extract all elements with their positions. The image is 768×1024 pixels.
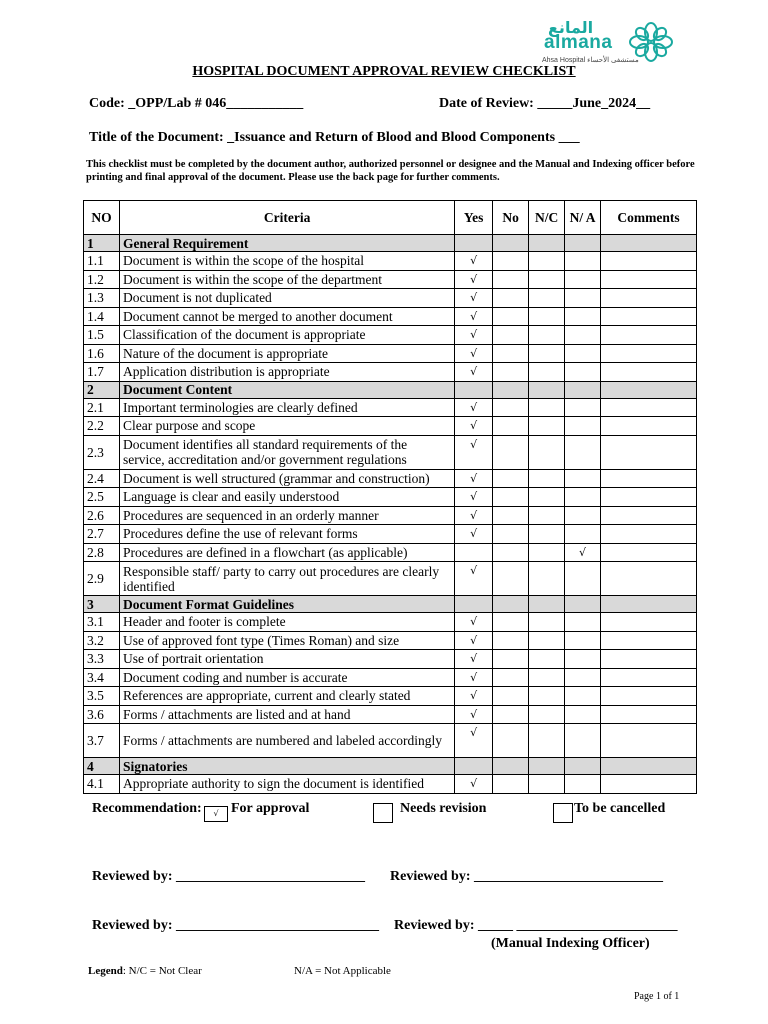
comment-cell[interactable] bbox=[601, 687, 697, 706]
check-cell-nc[interactable] bbox=[529, 543, 565, 562]
check-cell-no[interactable] bbox=[493, 398, 529, 417]
section-cell bbox=[601, 235, 697, 252]
check-cell-yes[interactable]: √ bbox=[455, 650, 493, 669]
section-cell bbox=[455, 235, 493, 252]
check-cell-yes[interactable] bbox=[455, 543, 493, 562]
check-cell-no[interactable] bbox=[493, 525, 529, 544]
comment-cell[interactable] bbox=[601, 775, 697, 794]
comment-cell[interactable] bbox=[601, 724, 697, 758]
check-cell-yes[interactable]: √ bbox=[455, 613, 493, 632]
row-criteria: Clear purpose and scope bbox=[119, 417, 454, 436]
almana-logo bbox=[540, 18, 680, 66]
check-cell-yes[interactable]: √ bbox=[455, 687, 493, 706]
table-row bbox=[84, 613, 697, 632]
check-cell-yes[interactable]: √ bbox=[455, 435, 493, 469]
row-number: 3.6 bbox=[84, 705, 120, 724]
flower-logo-icon bbox=[624, 22, 678, 62]
check-cell-yes[interactable]: √ bbox=[455, 506, 493, 525]
check-cell-nc[interactable] bbox=[529, 307, 565, 326]
check-cell-nc[interactable] bbox=[529, 525, 565, 544]
check-cell-yes[interactable]: √ bbox=[455, 562, 493, 596]
header-nc: N/C bbox=[529, 201, 565, 235]
row-criteria: Document is not duplicated bbox=[119, 289, 454, 308]
row-number: 3.2 bbox=[84, 631, 120, 650]
check-cell-no[interactable] bbox=[493, 613, 529, 632]
check-cell-no[interactable] bbox=[493, 252, 529, 271]
code-label: Code: bbox=[89, 96, 125, 111]
row-criteria: Application distribution is appropriate bbox=[119, 363, 454, 382]
logo-arabic: المانع bbox=[548, 18, 594, 37]
row-number: 1.2 bbox=[84, 270, 120, 289]
check-cell-no[interactable] bbox=[493, 363, 529, 382]
section-cell bbox=[493, 596, 529, 613]
check-cell-na[interactable] bbox=[565, 562, 601, 596]
section-title: Document Format Guidelines bbox=[119, 596, 454, 613]
section-cell bbox=[565, 235, 601, 252]
check-cell-nc[interactable] bbox=[529, 289, 565, 308]
check-cell-no[interactable] bbox=[493, 307, 529, 326]
check-cell-no[interactable] bbox=[493, 488, 529, 507]
comment-cell[interactable] bbox=[601, 525, 697, 544]
row-number: 1.5 bbox=[84, 326, 120, 345]
header-no: NO bbox=[84, 201, 120, 235]
check-cell-nc[interactable] bbox=[529, 705, 565, 724]
check-cell-nc[interactable] bbox=[529, 775, 565, 794]
header-yes: Yes bbox=[455, 201, 493, 235]
row-criteria: Appropriate authority to sign the document is identified bbox=[119, 775, 454, 794]
check-cell-no[interactable] bbox=[493, 775, 529, 794]
check-cell-no[interactable] bbox=[493, 344, 529, 363]
check-cell-yes[interactable]: √ bbox=[455, 488, 493, 507]
table-row bbox=[84, 705, 697, 724]
check-cell-nc[interactable] bbox=[529, 417, 565, 436]
section-cell bbox=[601, 381, 697, 398]
page-title: HOSPITAL DOCUMENT APPROVAL REVIEW CHECKLIST bbox=[192, 64, 576, 79]
row-number: 3.1 bbox=[84, 613, 120, 632]
comment-cell[interactable] bbox=[601, 650, 697, 669]
check-cell-nc[interactable] bbox=[529, 613, 565, 632]
section-cell bbox=[601, 596, 697, 613]
comment-cell[interactable] bbox=[601, 668, 697, 687]
header-comments: Comments bbox=[601, 201, 697, 235]
row-number: 4.1 bbox=[84, 775, 120, 794]
check-cell-no[interactable] bbox=[493, 326, 529, 345]
comment-cell[interactable] bbox=[601, 417, 697, 436]
section-cell bbox=[493, 758, 529, 775]
check-cell-yes[interactable]: √ bbox=[455, 724, 493, 758]
section-cell bbox=[455, 381, 493, 398]
check-cell-na[interactable] bbox=[565, 363, 601, 382]
row-criteria: Classification of the document is appropriate bbox=[119, 326, 454, 345]
check-cell-na[interactable] bbox=[565, 469, 601, 488]
table-row bbox=[84, 668, 697, 687]
row-criteria: References are appropriate, current and clearly stated bbox=[119, 687, 454, 706]
comment-cell[interactable] bbox=[601, 307, 697, 326]
date-label: Date of Review: bbox=[439, 96, 534, 111]
section-row bbox=[84, 596, 697, 613]
section-number: 1 bbox=[84, 235, 120, 252]
check-cell-no[interactable] bbox=[493, 668, 529, 687]
check-cell-nc[interactable] bbox=[529, 363, 565, 382]
revision-checkbox[interactable] bbox=[373, 803, 393, 823]
section-cell bbox=[455, 758, 493, 775]
section-cell bbox=[529, 235, 565, 252]
check-cell-na[interactable] bbox=[565, 613, 601, 632]
row-number: 3.5 bbox=[84, 687, 120, 706]
row-criteria: Use of portrait orientation bbox=[119, 650, 454, 669]
row-number: 2.7 bbox=[84, 525, 120, 544]
check-cell-na[interactable] bbox=[565, 398, 601, 417]
check-cell-nc[interactable] bbox=[529, 631, 565, 650]
check-cell-no[interactable] bbox=[493, 724, 529, 758]
row-number: 2.3 bbox=[84, 435, 120, 469]
section-title: Document Content bbox=[119, 381, 454, 398]
row-criteria: Nature of the document is appropriate bbox=[119, 344, 454, 363]
table-row bbox=[84, 435, 697, 469]
check-cell-nc[interactable] bbox=[529, 506, 565, 525]
check-cell-no[interactable] bbox=[493, 687, 529, 706]
check-cell-nc[interactable] bbox=[529, 326, 565, 345]
check-cell-yes[interactable]: √ bbox=[455, 363, 493, 382]
row-number: 1.3 bbox=[84, 289, 120, 308]
check-cell-no[interactable] bbox=[493, 631, 529, 650]
check-cell-yes[interactable]: √ bbox=[455, 307, 493, 326]
check-cell-na[interactable] bbox=[565, 668, 601, 687]
table-row bbox=[84, 488, 697, 507]
section-cell bbox=[493, 381, 529, 398]
check-cell-no[interactable] bbox=[493, 562, 529, 596]
check-cell-no[interactable] bbox=[493, 543, 529, 562]
approval-checkbox[interactable]: √ bbox=[204, 806, 228, 822]
table-row bbox=[84, 252, 697, 271]
check-cell-nc[interactable] bbox=[529, 668, 565, 687]
section-cell bbox=[455, 596, 493, 613]
row-criteria: Forms / attachments are listed and at hand bbox=[119, 705, 454, 724]
revision-label: Needs revision bbox=[400, 801, 487, 816]
section-title: Signatories bbox=[119, 758, 454, 775]
check-cell-no[interactable] bbox=[493, 289, 529, 308]
comment-cell[interactable] bbox=[601, 506, 697, 525]
check-cell-yes[interactable]: √ bbox=[455, 270, 493, 289]
table-row bbox=[84, 469, 697, 488]
row-number: 1.1 bbox=[84, 252, 120, 271]
header-na: N/ A bbox=[565, 201, 601, 235]
row-criteria: Procedures define the use of relevant forms bbox=[119, 525, 454, 544]
legend-nc: : N/C = Not Clear bbox=[122, 965, 202, 977]
check-cell-yes[interactable]: √ bbox=[455, 417, 493, 436]
section-cell bbox=[529, 596, 565, 613]
document-title-value: _Issuance and Return of Blood and Blood Components ___ bbox=[227, 130, 580, 145]
check-cell-yes[interactable]: √ bbox=[455, 775, 493, 794]
check-cell-nc[interactable] bbox=[529, 435, 565, 469]
table-row bbox=[84, 687, 697, 706]
check-cell-nc[interactable] bbox=[529, 562, 565, 596]
row-criteria: Document cannot be merged to another document bbox=[119, 307, 454, 326]
section-cell bbox=[529, 381, 565, 398]
reviewed-by-4[interactable]: Reviewed by: _____ _______________________ bbox=[394, 918, 678, 933]
reviewed-by-3[interactable]: Reviewed by: _____________________________ bbox=[92, 918, 379, 933]
check-cell-na[interactable]: √ bbox=[565, 543, 601, 562]
checklist-body bbox=[84, 235, 697, 794]
check-cell-yes[interactable]: √ bbox=[455, 289, 493, 308]
check-cell-no[interactable] bbox=[493, 650, 529, 669]
comment-cell[interactable] bbox=[601, 613, 697, 632]
reviewed-by-2[interactable]: Reviewed by: ___________________________ bbox=[390, 869, 663, 884]
table-row bbox=[84, 289, 697, 308]
section-number: 3 bbox=[84, 596, 120, 613]
check-cell-na[interactable] bbox=[565, 289, 601, 308]
check-cell-no[interactable] bbox=[493, 417, 529, 436]
row-criteria: Procedures are sequenced in an orderly manner bbox=[119, 506, 454, 525]
header-no-col: No bbox=[493, 201, 529, 235]
check-cell-no[interactable] bbox=[493, 270, 529, 289]
table-row bbox=[84, 543, 697, 562]
code-line bbox=[89, 96, 303, 112]
check-cell-na[interactable] bbox=[565, 326, 601, 345]
table-row bbox=[84, 398, 697, 417]
row-number: 1.7 bbox=[84, 363, 120, 382]
table-row bbox=[84, 363, 697, 382]
comment-cell[interactable] bbox=[601, 344, 697, 363]
approval-label: For approval bbox=[231, 801, 310, 816]
table-row bbox=[84, 562, 697, 596]
check-cell-no[interactable] bbox=[493, 705, 529, 724]
table-row bbox=[84, 631, 697, 650]
check-cell-na[interactable] bbox=[565, 252, 601, 271]
check-cell-yes[interactable]: √ bbox=[455, 252, 493, 271]
check-cell-yes[interactable]: √ bbox=[455, 668, 493, 687]
header-criteria: Criteria bbox=[119, 201, 454, 235]
section-row bbox=[84, 235, 697, 252]
table-row bbox=[84, 270, 697, 289]
row-number: 1.6 bbox=[84, 344, 120, 363]
check-cell-na[interactable] bbox=[565, 525, 601, 544]
row-number: 3.7 bbox=[84, 724, 120, 758]
check-cell-na[interactable] bbox=[565, 687, 601, 706]
comment-cell[interactable] bbox=[601, 543, 697, 562]
manual-indexing-officer-label: (Manual Indexing Officer) bbox=[491, 936, 650, 951]
logo-name: almana bbox=[544, 32, 613, 53]
cancel-label: To be cancelled bbox=[574, 801, 666, 816]
code-value: _OPP/Lab # 046___________ bbox=[128, 96, 304, 111]
document-title-label: Title of the Document: bbox=[89, 130, 224, 145]
reviewed-by-1[interactable]: Reviewed by: ___________________________ bbox=[92, 869, 365, 884]
row-criteria: Procedures are defined in a flowchart (as applicable) bbox=[119, 543, 454, 562]
date-line bbox=[439, 96, 650, 112]
date-value: _____June_2024__ bbox=[537, 96, 651, 111]
row-criteria: Header and footer is complete bbox=[119, 613, 454, 632]
check-cell-na[interactable] bbox=[565, 270, 601, 289]
section-cell bbox=[493, 235, 529, 252]
check-cell-na[interactable] bbox=[565, 344, 601, 363]
table-row bbox=[84, 326, 697, 345]
page-number: Page 1 of 1 bbox=[634, 991, 680, 1002]
check-cell-yes[interactable]: √ bbox=[455, 705, 493, 724]
table-row bbox=[84, 525, 697, 544]
row-criteria: Document coding and number is accurate bbox=[119, 668, 454, 687]
check-cell-yes[interactable]: √ bbox=[455, 469, 493, 488]
document-title-line bbox=[89, 130, 580, 146]
comment-cell[interactable] bbox=[601, 631, 697, 650]
section-cell bbox=[565, 758, 601, 775]
row-criteria: Responsible staff/ party to carry out procedures are clearly identified bbox=[119, 562, 454, 596]
section-row bbox=[84, 758, 697, 775]
check-cell-nc[interactable] bbox=[529, 398, 565, 417]
check-cell-no[interactable] bbox=[493, 506, 529, 525]
instruction-note: This checklist must be completed by the document author, authorized personnel or designee and the Manual and Indexing officer before printing and final approval of the document. Please use the back page for further comments. bbox=[86, 159, 695, 183]
checklist-table bbox=[83, 200, 697, 794]
legend-na: N/A = Not Applicable bbox=[294, 965, 391, 977]
check-cell-na[interactable] bbox=[565, 435, 601, 469]
comment-cell[interactable] bbox=[601, 270, 697, 289]
section-cell bbox=[601, 758, 697, 775]
section-cell bbox=[565, 381, 601, 398]
row-number: 2.1 bbox=[84, 398, 120, 417]
comment-cell[interactable] bbox=[601, 488, 697, 507]
check-cell-na[interactable] bbox=[565, 417, 601, 436]
row-number: 2.6 bbox=[84, 506, 120, 525]
row-number: 1.4 bbox=[84, 307, 120, 326]
check-cell-na[interactable] bbox=[565, 724, 601, 758]
row-criteria: Forms / attachments are numbered and labeled accordingly bbox=[119, 724, 454, 758]
section-cell bbox=[529, 758, 565, 775]
table-row bbox=[84, 506, 697, 525]
check-cell-yes[interactable]: √ bbox=[455, 525, 493, 544]
check-cell-no[interactable] bbox=[493, 435, 529, 469]
comment-cell[interactable] bbox=[601, 326, 697, 345]
comment-cell[interactable] bbox=[601, 705, 697, 724]
comment-cell[interactable] bbox=[601, 398, 697, 417]
legend bbox=[88, 965, 202, 977]
check-cell-nc[interactable] bbox=[529, 252, 565, 271]
check-cell-yes[interactable]: √ bbox=[455, 631, 493, 650]
check-cell-nc[interactable] bbox=[529, 687, 565, 706]
table-row bbox=[84, 775, 697, 794]
check-cell-nc[interactable] bbox=[529, 488, 565, 507]
check-cell-na[interactable] bbox=[565, 506, 601, 525]
row-criteria: Document is well structured (grammar and construction) bbox=[119, 469, 454, 488]
legend-label: Legend bbox=[88, 965, 123, 977]
check-cell-yes[interactable]: √ bbox=[455, 398, 493, 417]
row-criteria: Document is within the scope of the department bbox=[119, 270, 454, 289]
check-cell-nc[interactable] bbox=[529, 270, 565, 289]
table-header bbox=[84, 201, 697, 235]
section-number: 2 bbox=[84, 381, 120, 398]
logo-subtitle: Ahsa Hospital مستشفى الأحساء bbox=[542, 57, 639, 64]
check-cell-na[interactable] bbox=[565, 650, 601, 669]
table-row bbox=[84, 344, 697, 363]
row-criteria: Use of approved font type (Times Roman) and size bbox=[119, 631, 454, 650]
cancel-checkbox[interactable] bbox=[553, 803, 573, 823]
row-number: 2.9 bbox=[84, 562, 120, 596]
row-criteria: Important terminologies are clearly defined bbox=[119, 398, 454, 417]
check-cell-na[interactable] bbox=[565, 307, 601, 326]
row-number: 3.3 bbox=[84, 650, 120, 669]
comment-cell[interactable] bbox=[601, 435, 697, 469]
check-cell-nc[interactable] bbox=[529, 650, 565, 669]
comment-cell[interactable] bbox=[601, 562, 697, 596]
row-number: 2.5 bbox=[84, 488, 120, 507]
check-cell-nc[interactable] bbox=[529, 469, 565, 488]
check-cell-na[interactable] bbox=[565, 705, 601, 724]
row-number: 2.8 bbox=[84, 543, 120, 562]
check-cell-nc[interactable] bbox=[529, 724, 565, 758]
row-criteria: Document is within the scope of the hospital bbox=[119, 252, 454, 271]
section-number: 4 bbox=[84, 758, 120, 775]
row-criteria: Document identifies all standard requirements of the service, accreditation and/or government regulations bbox=[119, 435, 454, 469]
comment-cell[interactable] bbox=[601, 252, 697, 271]
section-row bbox=[84, 381, 697, 398]
recommendation-label: Recommendation: bbox=[92, 801, 202, 816]
row-number: 3.4 bbox=[84, 668, 120, 687]
check-cell-na[interactable] bbox=[565, 631, 601, 650]
check-cell-na[interactable] bbox=[565, 488, 601, 507]
table-row bbox=[84, 650, 697, 669]
check-cell-yes[interactable]: √ bbox=[455, 326, 493, 345]
row-number: 2.2 bbox=[84, 417, 120, 436]
row-number: 2.4 bbox=[84, 469, 120, 488]
row-criteria: Language is clear and easily understood bbox=[119, 488, 454, 507]
comment-cell[interactable] bbox=[601, 289, 697, 308]
check-cell-no[interactable] bbox=[493, 469, 529, 488]
comment-cell[interactable] bbox=[601, 469, 697, 488]
table-row bbox=[84, 417, 697, 436]
check-cell-yes[interactable]: √ bbox=[455, 344, 493, 363]
section-title: General Requirement bbox=[119, 235, 454, 252]
check-cell-nc[interactable] bbox=[529, 344, 565, 363]
table-row bbox=[84, 307, 697, 326]
comment-cell[interactable] bbox=[601, 363, 697, 382]
check-cell-na[interactable] bbox=[565, 775, 601, 794]
section-cell bbox=[565, 596, 601, 613]
table-row bbox=[84, 724, 697, 758]
